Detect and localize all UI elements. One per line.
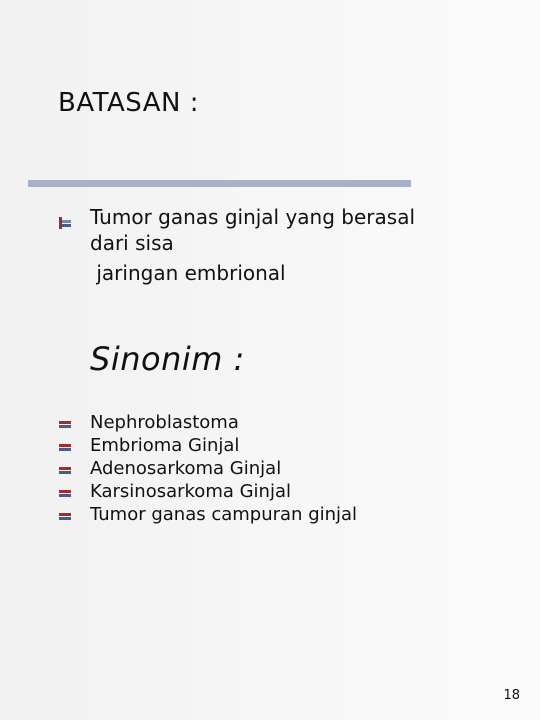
- synonym-item: Nephroblastoma: [90, 412, 239, 433]
- title-divider: [28, 180, 411, 187]
- slide-title: BATASAN :: [58, 88, 199, 118]
- bullet-icon: [58, 486, 72, 500]
- bullet-icon: [58, 216, 72, 230]
- synonym-item: Tumor ganas campuran ginjal: [90, 504, 358, 525]
- definition-line-1: Tumor ganas ginjal yang berasal: [90, 205, 415, 229]
- definition-line-3: jaringan embrional: [90, 261, 286, 285]
- synonym-item: Adenosarkoma Ginjal: [90, 458, 282, 479]
- synonym-item: Embrioma Ginjal: [90, 435, 240, 456]
- page-number: 18: [503, 688, 520, 703]
- synonym-heading: Sinonim :: [90, 340, 245, 378]
- bullet-icon: [58, 463, 72, 477]
- bullet-icon: [58, 509, 72, 523]
- definition-line-2: dari sisa: [90, 231, 174, 255]
- bullet-icon: [58, 440, 72, 454]
- synonym-item: Karsinosarkoma Ginjal: [90, 481, 291, 502]
- bullet-icon: [58, 417, 72, 431]
